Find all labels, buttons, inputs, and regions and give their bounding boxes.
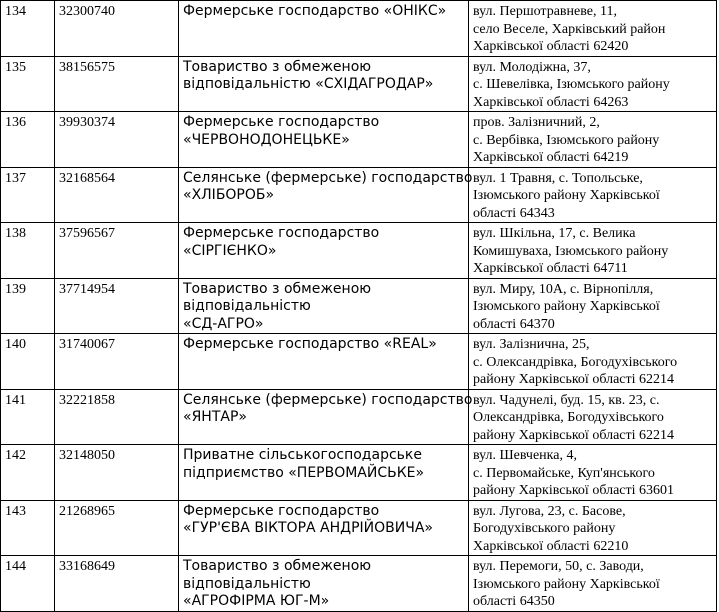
company-name-line: Товариство з обмеженою [183,558,372,574]
company-address [469,278,717,334]
address-line: Харківської області 62420 [473,39,629,54]
company-name-line: Фермерське господарство «ОНІКС» [183,3,447,19]
table-row [1,223,717,279]
company-name [179,334,469,390]
edrpou-code: 32221858 [55,389,179,445]
company-address [469,167,717,223]
address-line: Харківської області 64711 [473,261,628,276]
company-name-line: «СІРГІЄНКО» [183,242,277,259]
company-name-line: Фермерське господарство [183,114,380,130]
table-row [1,112,717,168]
edrpou-code: 33168649 [55,556,179,612]
address-line: вул. Перемоги, 50, с. Заводи, [473,559,644,574]
table-row [1,56,717,112]
address-line: вул. 1 Травня, с. Топольське, [473,170,643,186]
company-name-line: Селянське (фермерське) господарство [183,391,473,408]
address-line: Ізюмського району Харківської [473,576,660,592]
row-number: 143 [1,500,55,556]
address-line: вул. Чадунелі, буд. 15, кв. 23, с. [473,392,660,408]
edrpou-code: 39930374 [55,112,179,168]
company-address [469,334,717,390]
company-name-line: «АГРОФІРМА ЮГ-М» [183,593,330,609]
company-name [179,223,469,279]
company-name [179,112,469,168]
company-name-line: «ХЛІБОРОБ» [183,187,275,203]
table-row [1,1,717,57]
company-name-line: Фермерське господарство [183,502,380,519]
row-number: 136 [1,112,55,168]
address-line: Харківської області 62210 [473,538,629,554]
address-line: Ізюмського району Харківської [473,188,660,203]
company-name-line: Фермерське господарство [183,225,380,241]
table-row [1,389,717,445]
company-name-line: Фермерське господарство «REAL» [183,336,437,352]
company-name-line: Товариство з обмеженою [183,280,372,297]
company-name-line: «ГУР'ЄВА ВІКТОРА АНДРІЙОВИЧА» [183,520,433,536]
table-row [1,167,717,223]
company-name-line: «СД-АГРО» [183,315,264,332]
company-name [179,556,469,612]
address-line: вул. Лугова, 23, с. Басове, [473,503,626,519]
company-address [469,389,717,445]
address-line: с. Олександрівка, Богодухівського [473,354,678,370]
company-name [179,389,473,445]
row-number: 138 [1,223,55,279]
address-line: вул. Шкільна, 17, с. Велика [473,226,636,241]
address-line: області 64370 [473,316,555,332]
edrpou-code: 32148050 [55,445,179,501]
company-name [179,1,469,57]
edrpou-code: 37714954 [55,278,179,334]
address-line: області 64350 [473,594,555,609]
edrpou-code: 21268965 [55,500,179,556]
address-line: Олександрівка, Богодухівського [473,410,664,425]
table-body [1,1,717,612]
edrpou-code: 32300740 [55,1,179,57]
row-number: 142 [1,445,55,501]
company-address [469,56,717,112]
edrpou-code: 37596567 [55,223,179,279]
company-name [179,500,469,556]
company-name-line: Приватне сільськогосподарське [183,447,422,463]
company-name-line: відповідальністю [183,575,311,592]
address-line: району Харківської області 62214 [473,372,675,387]
table-row [1,500,717,556]
company-name-line: Селянське (фермерське) господарство [183,169,473,186]
address-line: Комишуваха, Ізюмського району [473,243,669,259]
address-line: вул. Шевченка, 4, [473,448,577,463]
address-line: с. Вербівка, Ізюмського району [473,132,660,148]
company-name [179,445,469,501]
company-name-line: відповідальністю [183,298,311,314]
company-name-line: відповідальністю «СХІДАГРОДАР» [183,76,434,92]
row-number: 134 [1,1,55,57]
address-line: області 64343 [473,205,555,221]
address-line: Богодухівського району [473,521,616,536]
address-line: с. Шевелівка, Ізюмського району [473,77,670,92]
table-row [1,556,717,612]
row-number: 137 [1,167,55,223]
company-name-line: «ЧЕРВОНОДОНЕЦЬКЕ» [183,131,350,148]
company-name [179,167,473,223]
address-line: Ізюмського району Харківської [473,299,660,314]
edrpou-code: 31740067 [55,334,179,390]
edrpou-code: 32168564 [55,167,179,223]
company-address [469,445,717,501]
address-line: вул. Першотравневе, 11, [473,4,617,19]
table-row [1,334,717,390]
company-address [469,1,717,57]
row-number: 144 [1,556,55,612]
address-line: району Харківської області 63601 [473,483,675,498]
company-address [469,556,717,612]
address-line: пров. Залізничний, 2, [473,115,600,130]
table-row [1,445,717,501]
company-name [179,56,469,112]
address-line: вул. Залізнична, 25, [473,337,590,352]
company-name-line: «ЯНТАР» [183,409,247,425]
company-address [469,112,717,168]
table-row [1,278,717,334]
edrpou-code: 38156575 [55,56,179,112]
row-number: 141 [1,389,55,445]
company-address [469,500,717,556]
address-line: с. Первомайське, Куп'янського [473,465,655,481]
address-line: село Веселе, Харківський район [473,21,666,37]
company-name-line: підприємство «ПЕРВОМАЙСЬКЕ» [183,464,425,481]
company-name-line: Товариство з обмеженою [183,58,372,75]
address-line: Харківської області 64263 [473,94,629,110]
company-address [469,223,717,279]
address-line: вул. Молодіжна, 37, [473,59,591,75]
address-line: Харківської області 64219 [473,150,629,165]
row-number: 139 [1,278,55,334]
address-line: району Харківської області 62214 [473,427,675,443]
address-line: вул. Миру, 10А, с. Вірнопілля, [473,281,654,297]
row-number: 140 [1,334,55,390]
company-name [179,278,469,334]
row-number: 135 [1,56,55,112]
